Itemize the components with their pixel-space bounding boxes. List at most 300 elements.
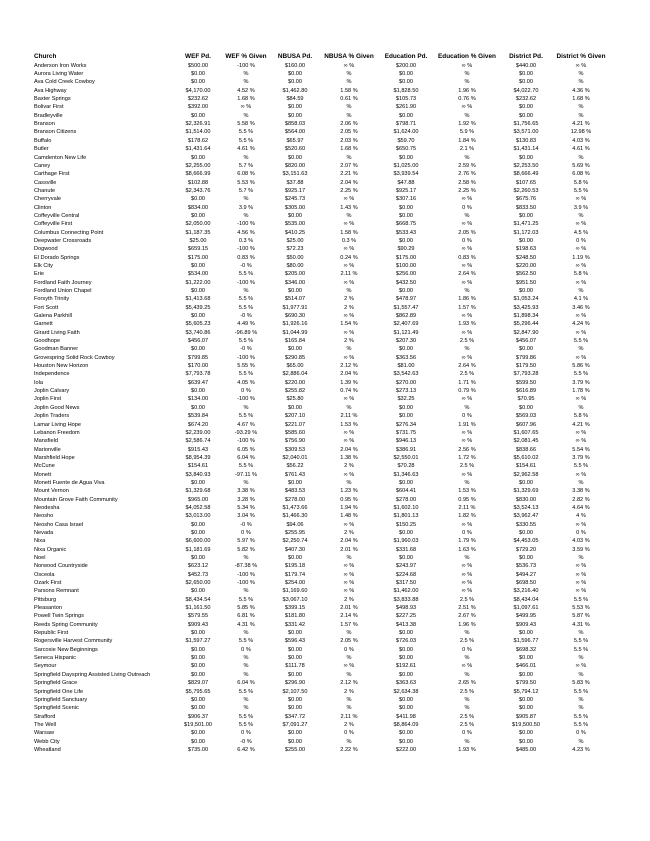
nbusa-pd-cell: $0.00 — [288, 696, 302, 703]
district-pct-given-cell: % — [578, 79, 584, 86]
wef-pct-given-cell: 5.5 % — [238, 371, 254, 378]
nbusa-pd-cell: $195.18 — [284, 563, 306, 570]
nbusa-pct-given-cell: ∞ % — [343, 521, 355, 528]
education-pd-cell: $0.00 — [399, 671, 413, 678]
wef-pct-given-cell: 5.58 % — [237, 121, 255, 128]
nbusa-pct-given-cell: ∞ % — [343, 563, 355, 570]
wef-pct-given-cell: 6.81 % — [237, 613, 255, 620]
nbusa-pct-given-cell: 0.3 % — [341, 237, 357, 244]
wef-pd-cell: $906.37 — [187, 713, 209, 720]
nbusa-pd-cell: $111.78 — [285, 663, 305, 670]
table-header — [34, 53, 610, 62]
church-name-cell: Mount Vernon — [34, 488, 69, 495]
district-pd-cell: $0.00 — [519, 112, 533, 119]
district-pd-cell: $0.00 — [519, 404, 533, 411]
district-pct-given-cell: 6.08 % — [572, 171, 590, 178]
district-pd-cell: $330.55 — [515, 521, 537, 528]
table-row — [34, 338, 610, 346]
district-pd-cell: $1,097.61 — [513, 605, 539, 612]
church-name-cell: Camdenton New Life — [34, 154, 87, 161]
wef-pct-given-cell: -93.29 % — [234, 429, 258, 436]
wef-pct-given-cell: 5.5 % — [238, 304, 254, 311]
nbusa-pd-cell: $179.74 — [284, 571, 306, 578]
church-name-cell: Webb City — [34, 738, 60, 745]
education-pd-cell: $1,462.00 — [393, 588, 419, 595]
education-pct-given-cell: 2.5 % — [459, 463, 475, 470]
table-row — [34, 638, 610, 646]
district-pct-given-cell: 5.54 % — [572, 446, 590, 453]
education-pct-given-cell: ∞ % — [461, 571, 473, 578]
wef-pd-cell: $915.43 — [187, 446, 209, 453]
nbusa-pd-cell: $205.00 — [284, 271, 306, 278]
church-name-cell: Coffeyville First — [34, 221, 73, 228]
wef-pd-cell: $0.00 — [191, 262, 205, 269]
education-pd-cell: $1,801.13 — [393, 513, 419, 520]
district-pd-cell: $3,216.40 — [513, 588, 539, 595]
wef-pd-cell: $0.00 — [191, 479, 205, 486]
wef-pct-given-cell: -0 % — [240, 346, 252, 353]
wef-pct-given-cell: 3.28 % — [237, 496, 255, 503]
nbusa-pct-given-cell: 2.12 % — [340, 680, 358, 687]
district-pct-given-cell: ∞ % — [575, 221, 587, 228]
table-row — [34, 738, 610, 746]
district-pd-cell: $7,793.28 — [513, 371, 539, 378]
wef-pd-cell: $4,170.00 — [185, 87, 211, 94]
education-pd-cell: $90.29 — [397, 246, 415, 253]
education-pd-cell: $650.75 — [395, 146, 417, 153]
education-pct-given-cell: 0 % — [462, 730, 472, 737]
nbusa-pct-given-cell: 2.04 % — [340, 179, 358, 186]
church-name-cell: Rogersville Harvest Community — [34, 638, 113, 645]
church-name-cell: Elk City — [34, 262, 53, 269]
education-pd-cell: $222.00 — [395, 746, 417, 753]
education-pct-given-cell: % — [464, 154, 470, 161]
table-row — [34, 413, 610, 421]
church-name-cell: Girard Living Faith — [34, 329, 80, 336]
district-pct-given-cell: 4.5 % — [573, 229, 589, 236]
wef-pd-cell: $659.15 — [187, 246, 209, 253]
district-pct-given-cell: 5.53 % — [572, 605, 590, 612]
nbusa-pd-cell: $94.06 — [286, 521, 304, 528]
wef-pct-given-cell: 6.42 % — [237, 746, 255, 753]
nbusa-pd-cell: $0.00 — [288, 288, 302, 295]
wef-pd-cell: $0.00 — [191, 529, 205, 536]
wef-pd-cell: $0.00 — [191, 655, 205, 662]
nbusa-pd-cell: $0.00 — [288, 212, 302, 219]
wef-pct-given-cell: % — [243, 404, 249, 411]
district-pct-given-cell: 5.87 % — [572, 613, 590, 620]
education-pct-given-cell: 1.72 % — [458, 454, 476, 461]
education-pd-cell: $0.00 — [399, 237, 413, 244]
nbusa-pd-cell: $0.00 — [288, 104, 302, 111]
nbusa-pd-cell: $305.00 — [284, 204, 306, 211]
table-row — [34, 455, 610, 463]
education-pct-given-cell: ∞ % — [461, 354, 473, 361]
nbusa-pct-given-cell: % — [346, 705, 352, 712]
nbusa-pct-given-cell: % — [346, 346, 352, 353]
district-pd-cell: $838.66 — [515, 446, 537, 453]
nbusa-pct-given-cell: % — [346, 79, 352, 86]
education-pct-given-cell: 2.59 % — [458, 162, 476, 169]
education-pct-given-cell: % — [464, 288, 470, 295]
nbusa-pct-given-cell: 2.03 % — [340, 137, 358, 144]
wef-pct-given-cell: 5.5 % — [238, 137, 254, 144]
education-pct-given-cell: 1.92 % — [458, 121, 476, 128]
wef-pd-cell: $3,013.00 — [185, 513, 211, 520]
district-pct-given-cell: 4.24 % — [572, 321, 590, 328]
wef-pct-given-cell: 0 % — [241, 730, 251, 737]
nbusa-pd-cell: $331.42 — [284, 621, 306, 628]
church-name-cell: Reeds Spring Community — [34, 621, 98, 628]
education-pct-given-cell: ∞ % — [461, 471, 473, 478]
table-row — [34, 121, 610, 129]
nbusa-pct-given-cell: 2.12 % — [340, 363, 358, 370]
wef-pct-given-cell: 5.7 % — [238, 162, 254, 169]
table-row — [34, 313, 610, 321]
nbusa-pct-given-cell: % — [346, 630, 352, 637]
church-name-cell: Norwood Countryside — [34, 563, 88, 570]
wef-pd-cell: $102.88 — [187, 179, 209, 186]
district-pct-given-cell: 5.5 % — [573, 721, 589, 728]
education-pd-cell: $498.93 — [395, 605, 417, 612]
wef-pd-cell: $534.00 — [187, 271, 209, 278]
nbusa-pct-given-cell: ∞ % — [343, 329, 355, 336]
church-name-cell: Goodhope — [34, 338, 61, 345]
table-row — [34, 171, 610, 179]
education-pd-cell: $386.91 — [395, 446, 417, 453]
nbusa-pct-given-cell: 1.94 % — [340, 504, 358, 511]
header-row — [34, 53, 610, 62]
table-row — [34, 630, 610, 638]
education-pct-given-cell: ∞ % — [461, 438, 473, 445]
education-pd-cell: $0.00 — [399, 413, 413, 420]
church-name-cell: Carthage First — [34, 171, 70, 178]
table-row — [34, 713, 610, 721]
education-pd-cell: $0.00 — [399, 730, 413, 737]
nbusa-pct-given-cell: % — [346, 738, 352, 745]
wef-pd-cell: $0.00 — [191, 288, 205, 295]
district-pct-given-cell: 0 % — [576, 730, 586, 737]
table-row — [34, 596, 610, 604]
education-pct-given-cell: 1.91 % — [458, 421, 476, 428]
district-pd-cell: $2,081.45 — [513, 438, 539, 445]
district-pd-cell: $0.00 — [519, 237, 533, 244]
district-pd-cell: $698.32 — [515, 646, 537, 653]
district-pct-given-cell: 4.23 % — [572, 746, 590, 753]
education-pct-given-cell: ∞ % — [461, 313, 473, 320]
church-name-cell: Noel — [34, 555, 46, 562]
table-row — [34, 421, 610, 429]
district-pct-given-cell: 5.5 % — [573, 638, 589, 645]
district-pct-given-cell: 5.5 % — [573, 713, 589, 720]
wef-pd-cell: $7,793.78 — [185, 371, 211, 378]
nbusa-pd-cell: $0.00 — [288, 646, 302, 653]
district-pct-given-cell: 4.1 % — [573, 296, 589, 303]
church-name-cell: Joplin Good News — [34, 404, 80, 411]
table-row — [34, 346, 610, 354]
nbusa-pd-cell: $181.80 — [284, 613, 306, 620]
education-pd-cell: $668.75 — [395, 221, 417, 228]
district-pct-given-cell: 3.38 % — [572, 488, 590, 495]
church-name-cell: Chanute — [34, 187, 56, 194]
education-pct-given-cell: 1.93 % — [458, 746, 476, 753]
wef-pct-given-cell: 5.97 % — [237, 538, 255, 545]
education-pct-given-cell: 0 % — [462, 413, 472, 420]
nbusa-pd-cell: $1,977.91 — [282, 304, 308, 311]
church-name-cell: Fordland Faith Journey — [34, 279, 92, 286]
nbusa-pd-cell: $65.00 — [286, 363, 304, 370]
wef-pct-given-cell: -100 % — [237, 354, 255, 361]
table-row — [34, 363, 610, 371]
district-pd-cell: $799.50 — [515, 680, 537, 687]
district-pct-given-cell: % — [578, 479, 584, 486]
wef-pct-given-cell: 3.04 % — [237, 513, 255, 520]
education-pd-cell: $946.13 — [395, 438, 417, 445]
wef-pd-cell: $5,439.25 — [185, 304, 211, 311]
wef-pd-cell: $8,666.99 — [185, 171, 211, 178]
district-pct-given-cell: ∞ % — [575, 354, 587, 361]
education-pct-given-cell: 0.76 % — [458, 96, 476, 103]
wef-pct-given-cell: -100 % — [237, 221, 255, 228]
district-pd-cell: $3,571.00 — [513, 129, 539, 136]
table-row — [34, 263, 610, 271]
wef-pd-cell: $19,501.00 — [184, 721, 212, 728]
nbusa-pct-given-cell: 2.01 % — [340, 546, 358, 553]
education-pct-given-cell: % — [464, 696, 470, 703]
district-pd-cell: $675.76 — [515, 196, 537, 203]
table-row — [34, 404, 610, 412]
district-pct-given-cell: % — [578, 104, 584, 111]
wef-pd-cell: $0.00 — [191, 588, 205, 595]
district-pd-cell: $19,500.50 — [512, 721, 540, 728]
district-pd-cell: $0.00 — [519, 738, 533, 745]
church-name-cell: Springfield Scenic — [34, 705, 79, 712]
table-row — [34, 505, 610, 513]
table-row — [34, 279, 610, 287]
district-pd-cell: $232.62 — [515, 96, 537, 103]
district-pd-cell: $1,053.24 — [513, 296, 539, 303]
wef-pd-cell: $0.00 — [191, 346, 205, 353]
nbusa-pct-given-cell: 2.11 % — [340, 713, 358, 720]
wef-pct-given-cell: ∞ % — [240, 104, 252, 111]
nbusa-pct-given-cell: 2.22 % — [340, 746, 358, 753]
district-pct-given-cell: 4.61 % — [572, 146, 590, 153]
wef-pct-given-cell: 5.5 % — [238, 721, 254, 728]
wef-pd-cell: $0.00 — [191, 646, 205, 653]
table-row — [34, 154, 610, 162]
nbusa-pd-cell: $278.00 — [284, 496, 306, 503]
district-pd-cell: $1,172.03 — [513, 229, 539, 236]
wef-pct-given-cell: 4.49 % — [237, 321, 255, 328]
wef-pct-given-cell: % — [243, 671, 249, 678]
education-pct-given-cell: % — [464, 71, 470, 78]
district-pct-given-cell: 12.98 % — [570, 129, 592, 136]
wef-pd-cell: $4,052.58 — [185, 504, 211, 511]
church-name-cell: Baxter Springs — [34, 96, 71, 103]
table-row — [34, 588, 610, 596]
district-pd-cell: $1,898.34 — [513, 313, 539, 320]
education-pct-given-cell: 1.79 % — [458, 538, 476, 545]
education-pd-cell: $0.00 — [399, 346, 413, 353]
church-name-cell: Garnett — [34, 321, 53, 328]
nbusa-pct-given-cell: ∞ % — [343, 438, 355, 445]
district-pct-given-cell: ∞ % — [575, 563, 587, 570]
education-pct-given-cell: % — [464, 212, 470, 219]
wef-pd-cell: $1,597.27 — [185, 638, 211, 645]
wef-pd-cell: $0.00 — [191, 705, 205, 712]
district-pct-given-cell: 3.59 % — [572, 546, 590, 553]
nbusa-pd-cell: $0.00 — [288, 738, 302, 745]
wef-pct-given-cell: 1.68 % — [237, 96, 255, 103]
nbusa-pct-given-cell: ∞ % — [343, 571, 355, 578]
education-pd-cell: $307.16 — [395, 196, 417, 203]
education-pct-given-cell: 2.5 % — [459, 338, 475, 345]
church-name-cell: Nevada — [34, 529, 54, 536]
district-pd-cell: $220.00 — [515, 262, 537, 269]
district-pct-given-cell: 3.79 % — [572, 379, 590, 386]
wef-pd-cell: $0.00 — [191, 555, 205, 562]
district-pct-given-cell: 4.64 % — [572, 504, 590, 511]
wef-pd-cell: $0.00 — [191, 663, 205, 670]
nbusa-pd-cell: $520.60 — [284, 146, 306, 153]
district-pd-cell: $456.07 — [515, 338, 537, 345]
wef-pct-given-cell: 6.04 % — [237, 680, 255, 687]
wef-pct-given-cell: % — [243, 479, 249, 486]
education-pd-cell: $363.63 — [395, 680, 417, 687]
education-pct-given-cell: 1.84 % — [458, 137, 476, 144]
education-pct-given-cell: % — [464, 479, 470, 486]
wef-pct-given-cell: % — [243, 154, 249, 161]
table-row — [34, 688, 610, 696]
nbusa-pct-given-cell: 2.05 % — [340, 638, 358, 645]
district-pd-cell: $0.00 — [519, 71, 533, 78]
education-pct-given-cell: ∞ % — [461, 588, 473, 595]
nbusa-pd-cell: $0.00 — [288, 671, 302, 678]
district-pct-given-cell: 5.5 % — [573, 371, 589, 378]
district-pct-given-cell: 5.69 % — [572, 162, 590, 169]
district-pct-given-cell: 0 % — [576, 237, 586, 244]
wef-pd-cell: $623.12 — [187, 563, 209, 570]
education-pct-given-cell: ∞ % — [461, 329, 473, 336]
wef-pct-given-cell: % — [243, 288, 249, 295]
district-pd-cell: $1,607.65 — [513, 429, 539, 436]
table-row — [34, 563, 610, 571]
district-pd-cell: $0.00 — [519, 655, 533, 662]
education-pd-cell: $0.00 — [399, 212, 413, 219]
district-pct-given-cell: 3.9 % — [573, 204, 589, 211]
church-name-cell: Forsyth Trinity — [34, 296, 70, 303]
district-pct-given-cell: 5.86 % — [572, 363, 590, 370]
district-pd-cell: $4,453.05 — [513, 538, 539, 545]
wef-pct-given-cell: 0 % — [241, 646, 251, 653]
education-pd-cell: $1,602.10 — [393, 504, 419, 511]
church-name-cell: Branson — [34, 121, 55, 128]
education-pd-cell: $604.41 — [395, 488, 417, 495]
education-pct-given-cell: 2.11 % — [458, 504, 476, 511]
education-pd-cell: $533.43 — [395, 229, 417, 236]
education-pct-given-cell: 2.64 % — [458, 363, 476, 370]
nbusa-pd-cell: $925.17 — [284, 187, 306, 194]
district-pd-cell: $1,471.25 — [513, 221, 539, 228]
education-pd-cell: $411.98 — [396, 713, 416, 720]
nbusa-pd-cell: $2,886.04 — [282, 371, 308, 378]
nbusa-pct-given-cell: % — [346, 696, 352, 703]
wef-pd-cell: $909.43 — [187, 621, 209, 628]
wef-pd-cell: $2,650.00 — [185, 580, 211, 587]
wef-pct-given-cell: % — [243, 71, 249, 78]
wef-pd-cell: $0.00 — [191, 79, 205, 86]
district-pct-given-cell: 5.5 % — [573, 463, 589, 470]
wef-pd-cell: $1,329.68 — [185, 488, 211, 495]
education-pct-given-cell: 1.86 % — [458, 296, 476, 303]
wef-pct-given-cell: 3.38 % — [237, 488, 255, 495]
education-pd-cell: $3,833.88 — [393, 596, 419, 603]
education-pd-cell: $413.38 — [395, 621, 417, 628]
table-row — [34, 496, 610, 504]
nbusa-pd-cell: $220.00 — [284, 379, 306, 386]
education-pct-given-cell: % — [464, 346, 470, 353]
district-pct-given-cell: 4 % — [576, 513, 586, 520]
district-pd-cell: $562.50 — [515, 271, 537, 278]
district-pd-cell: $2,962.58 — [513, 471, 539, 478]
wef-pct-given-cell: -0 % — [240, 521, 252, 528]
church-name-cell: Monett — [34, 471, 52, 478]
district-pd-cell: $0.00 — [519, 630, 533, 637]
district-pd-cell: $799.86 — [515, 354, 537, 361]
table-row — [34, 254, 610, 262]
nbusa-pct-given-cell: 1.39 % — [340, 379, 358, 386]
district-pd-cell: $5,610.02 — [513, 454, 539, 461]
wef-pct-given-cell: 0.3 % — [238, 237, 254, 244]
district-pct-given-cell: % — [578, 630, 584, 637]
district-pd-cell: $1,431.14 — [513, 146, 539, 153]
nbusa-pd-cell: $756.90 — [284, 438, 306, 445]
education-pct-given-cell: 0 % — [462, 646, 472, 653]
education-pct-given-cell: 2.51 % — [458, 605, 476, 612]
education-pct-given-cell: % — [464, 112, 470, 119]
table-row — [34, 555, 610, 563]
district-pd-cell: $951.50 — [515, 279, 537, 286]
education-pd-cell: $0.00 — [399, 79, 413, 86]
district-pd-cell: $909.43 — [515, 621, 537, 628]
nbusa-pd-cell: $7,091.27 — [282, 721, 308, 728]
church-name-cell: Joplin Calvary — [34, 388, 70, 395]
church-name-cell: Ava Highway — [34, 87, 67, 94]
district-pd-cell: $8,666.49 — [513, 171, 539, 178]
church-name-cell: Strafford — [34, 713, 56, 720]
wef-pd-cell: $500.00 — [187, 62, 209, 69]
education-pd-cell: $224.68 — [395, 571, 417, 578]
wef-pd-cell: $8,954.39 — [185, 454, 211, 461]
nbusa-pd-cell: $407.30 — [284, 546, 306, 553]
education-pct-given-cell: % — [464, 79, 470, 86]
education-pct-given-cell: 2.65 % — [458, 680, 476, 687]
church-name-cell: Osceola — [34, 571, 55, 578]
district-pd-cell: $0.00 — [519, 79, 533, 86]
education-pct-given-cell: % — [464, 705, 470, 712]
nbusa-pd-cell: $2,250.74 — [282, 538, 308, 545]
church-name-cell: Neodesha — [34, 504, 60, 511]
wef-pd-cell: $0.00 — [191, 521, 205, 528]
table-row — [34, 655, 610, 663]
wef-pd-cell: $2,239.00 — [185, 429, 211, 436]
wef-pd-cell: $178.62 — [187, 137, 209, 144]
church-name-cell: Anderson Iron Works — [34, 62, 87, 69]
district-pd-cell: $833.50 — [515, 204, 537, 211]
nbusa-pd-cell: $585.60 — [284, 429, 306, 436]
nbusa-pct-given-cell: 2.05 % — [340, 129, 358, 136]
wef-pct-given-cell: 5.5 % — [238, 463, 254, 470]
